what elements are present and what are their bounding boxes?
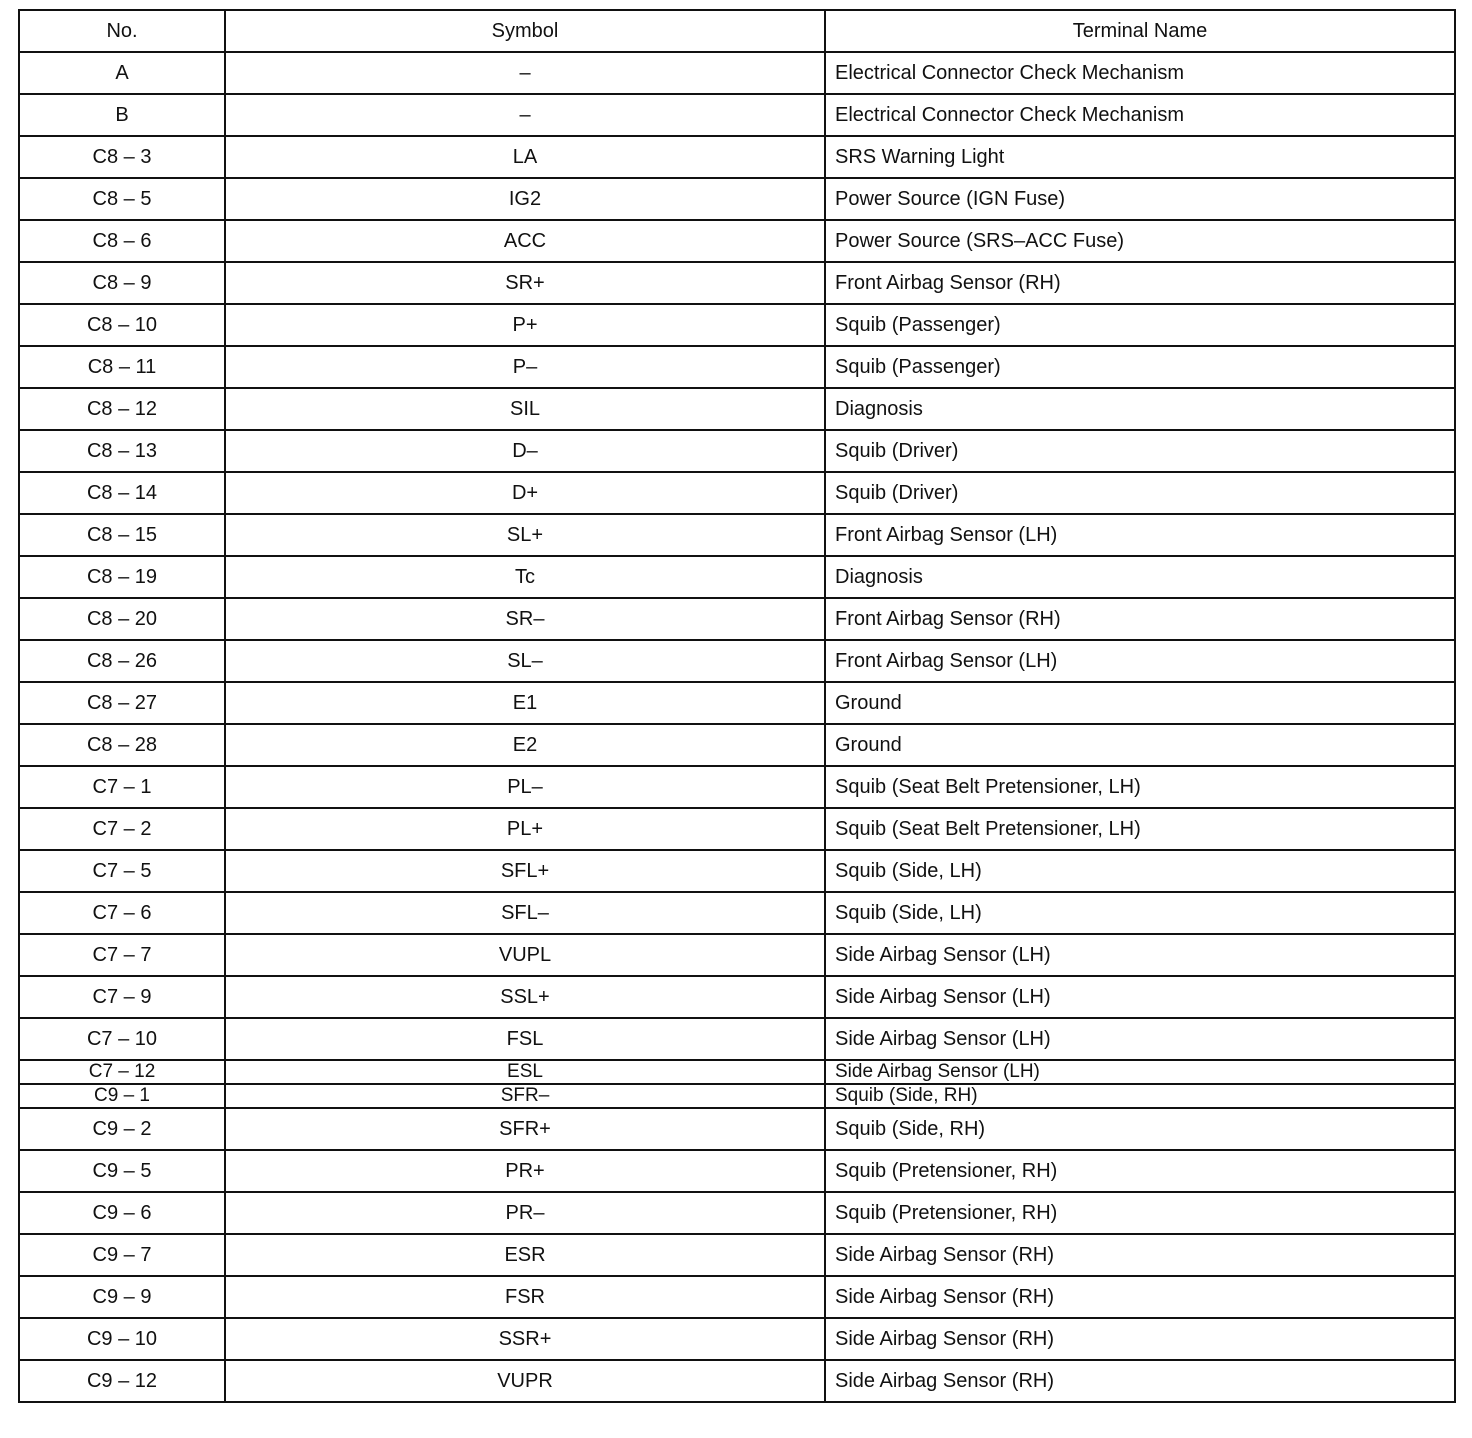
- cell-terminal-name: Power Source (SRS–ACC Fuse): [825, 220, 1455, 262]
- cell-no: C9 – 6: [19, 1192, 225, 1234]
- cell-symbol: SL–: [225, 640, 825, 682]
- cell-no: C7 – 6: [19, 892, 225, 934]
- cell-no: C8 – 10: [19, 304, 225, 346]
- cell-terminal-name: Squib (Pretensioner, RH): [825, 1192, 1455, 1234]
- cell-terminal-name: Side Airbag Sensor (LH): [825, 1060, 1455, 1084]
- cell-terminal-name: Front Airbag Sensor (LH): [825, 514, 1455, 556]
- cell-no: C8 – 9: [19, 262, 225, 304]
- cell-no: C7 – 7: [19, 934, 225, 976]
- cell-symbol: SFR+: [225, 1108, 825, 1150]
- cell-terminal-name: Front Airbag Sensor (RH): [825, 598, 1455, 640]
- table-row: [19, 430, 1455, 472]
- table-row: [19, 94, 1455, 136]
- cell-symbol: D–: [225, 430, 825, 472]
- cell-terminal-name: Squib (Pretensioner, RH): [825, 1150, 1455, 1192]
- cell-symbol: PR–: [225, 1192, 825, 1234]
- cell-symbol: PL+: [225, 808, 825, 850]
- cell-no: C9 – 5: [19, 1150, 225, 1192]
- cell-no: C7 – 10: [19, 1018, 225, 1060]
- table-row: [19, 1192, 1455, 1234]
- cell-terminal-name: Squib (Driver): [825, 472, 1455, 514]
- cell-terminal-name: Side Airbag Sensor (RH): [825, 1234, 1455, 1276]
- cell-symbol: ESR: [225, 1234, 825, 1276]
- table-row: [19, 850, 1455, 892]
- cell-no: C8 – 11: [19, 346, 225, 388]
- cell-symbol: P+: [225, 304, 825, 346]
- cell-terminal-name: Squib (Seat Belt Pretensioner, LH): [825, 766, 1455, 808]
- cell-symbol: IG2: [225, 178, 825, 220]
- cell-terminal-name: Squib (Side, LH): [825, 850, 1455, 892]
- cell-terminal-name: Electrical Connector Check Mechanism: [825, 52, 1455, 94]
- table-row: [19, 1360, 1455, 1402]
- cell-symbol: VUPL: [225, 934, 825, 976]
- terminal-table: [18, 9, 1456, 1403]
- cell-symbol: –: [225, 52, 825, 94]
- table-row: [19, 682, 1455, 724]
- cell-terminal-name: Squib (Seat Belt Pretensioner, LH): [825, 808, 1455, 850]
- cell-symbol: D+: [225, 472, 825, 514]
- cell-no: C9 – 10: [19, 1318, 225, 1360]
- table-row: [19, 1150, 1455, 1192]
- cell-symbol: FSR: [225, 1276, 825, 1318]
- cell-no: C8 – 3: [19, 136, 225, 178]
- table-row: [19, 598, 1455, 640]
- cell-no: C8 – 12: [19, 388, 225, 430]
- table-row: [19, 388, 1455, 430]
- cell-symbol: ESL: [225, 1060, 825, 1084]
- cell-no: C8 – 13: [19, 430, 225, 472]
- cell-no: C8 – 27: [19, 682, 225, 724]
- table-row: [19, 1060, 1455, 1084]
- header-terminal-name: Terminal Name: [825, 10, 1455, 52]
- cell-no: C8 – 26: [19, 640, 225, 682]
- cell-symbol: SR+: [225, 262, 825, 304]
- header-symbol: Symbol: [225, 10, 825, 52]
- cell-terminal-name: Front Airbag Sensor (RH): [825, 262, 1455, 304]
- table-row: [19, 808, 1455, 850]
- cell-symbol: SFL+: [225, 850, 825, 892]
- table-row: [19, 766, 1455, 808]
- cell-symbol: –: [225, 94, 825, 136]
- cell-terminal-name: Squib (Side, LH): [825, 892, 1455, 934]
- cell-symbol: SFR–: [225, 1084, 825, 1108]
- cell-symbol: SL+: [225, 514, 825, 556]
- cell-terminal-name: Squib (Side, RH): [825, 1084, 1455, 1108]
- cell-no: C8 – 19: [19, 556, 225, 598]
- cell-no: B: [19, 94, 225, 136]
- cell-symbol: SFL–: [225, 892, 825, 934]
- cell-terminal-name: Side Airbag Sensor (RH): [825, 1318, 1455, 1360]
- cell-no: C7 – 2: [19, 808, 225, 850]
- cell-terminal-name: Squib (Driver): [825, 430, 1455, 472]
- cell-symbol: SSR+: [225, 1318, 825, 1360]
- table-row: [19, 556, 1455, 598]
- cell-terminal-name: Electrical Connector Check Mechanism: [825, 94, 1455, 136]
- table-row: [19, 472, 1455, 514]
- cell-terminal-name: Ground: [825, 724, 1455, 766]
- cell-symbol: SSL+: [225, 976, 825, 1018]
- cell-no: C7 – 1: [19, 766, 225, 808]
- cell-symbol: E2: [225, 724, 825, 766]
- cell-symbol: SR–: [225, 598, 825, 640]
- cell-terminal-name: Side Airbag Sensor (LH): [825, 1018, 1455, 1060]
- terminal-table-sheet: [18, 9, 1454, 1403]
- cell-terminal-name: Power Source (IGN Fuse): [825, 178, 1455, 220]
- cell-symbol: PL–: [225, 766, 825, 808]
- cell-terminal-name: Side Airbag Sensor (LH): [825, 934, 1455, 976]
- cell-terminal-name: Diagnosis: [825, 556, 1455, 598]
- table-row: [19, 262, 1455, 304]
- cell-symbol: E1: [225, 682, 825, 724]
- table-row: [19, 346, 1455, 388]
- table-row: [19, 640, 1455, 682]
- cell-terminal-name: Side Airbag Sensor (RH): [825, 1276, 1455, 1318]
- table-row: [19, 1276, 1455, 1318]
- table-row: [19, 1234, 1455, 1276]
- cell-terminal-name: Front Airbag Sensor (LH): [825, 640, 1455, 682]
- cell-no: C7 – 5: [19, 850, 225, 892]
- cell-terminal-name: Squib (Passenger): [825, 304, 1455, 346]
- cell-symbol: Tc: [225, 556, 825, 598]
- cell-terminal-name: Squib (Passenger): [825, 346, 1455, 388]
- table-row: [19, 52, 1455, 94]
- cell-terminal-name: Diagnosis: [825, 388, 1455, 430]
- cell-symbol: FSL: [225, 1018, 825, 1060]
- cell-symbol: ACC: [225, 220, 825, 262]
- cell-no: C7 – 9: [19, 976, 225, 1018]
- cell-terminal-name: Squib (Side, RH): [825, 1108, 1455, 1150]
- table-row: [19, 1108, 1455, 1150]
- cell-symbol: PR+: [225, 1150, 825, 1192]
- cell-no: C8 – 15: [19, 514, 225, 556]
- table-row: [19, 976, 1455, 1018]
- cell-terminal-name: Side Airbag Sensor (RH): [825, 1360, 1455, 1402]
- cell-no: C8 – 28: [19, 724, 225, 766]
- cell-no: C8 – 5: [19, 178, 225, 220]
- table-row: [19, 220, 1455, 262]
- cell-no: C9 – 12: [19, 1360, 225, 1402]
- table-row: [19, 934, 1455, 976]
- cell-no: C9 – 7: [19, 1234, 225, 1276]
- table-header-row: [19, 10, 1455, 52]
- cell-no: C7 – 12: [19, 1060, 225, 1084]
- cell-symbol: LA: [225, 136, 825, 178]
- cell-no: C8 – 6: [19, 220, 225, 262]
- cell-no: C9 – 1: [19, 1084, 225, 1108]
- cell-no: C9 – 2: [19, 1108, 225, 1150]
- cell-terminal-name: Ground: [825, 682, 1455, 724]
- cell-symbol: VUPR: [225, 1360, 825, 1402]
- table-row: [19, 178, 1455, 220]
- cell-no: A: [19, 52, 225, 94]
- table-row: [19, 1318, 1455, 1360]
- table-row: [19, 724, 1455, 766]
- cell-no: C8 – 20: [19, 598, 225, 640]
- table-row: [19, 1018, 1455, 1060]
- cell-terminal-name: SRS Warning Light: [825, 136, 1455, 178]
- cell-no: C8 – 14: [19, 472, 225, 514]
- header-no: No.: [19, 10, 225, 52]
- cell-no: C9 – 9: [19, 1276, 225, 1318]
- cell-symbol: P–: [225, 346, 825, 388]
- table-row: [19, 304, 1455, 346]
- table-row: [19, 136, 1455, 178]
- table-row: [19, 1084, 1455, 1108]
- cell-terminal-name: Side Airbag Sensor (LH): [825, 976, 1455, 1018]
- cell-symbol: SIL: [225, 388, 825, 430]
- table-row: [19, 514, 1455, 556]
- table-row: [19, 892, 1455, 934]
